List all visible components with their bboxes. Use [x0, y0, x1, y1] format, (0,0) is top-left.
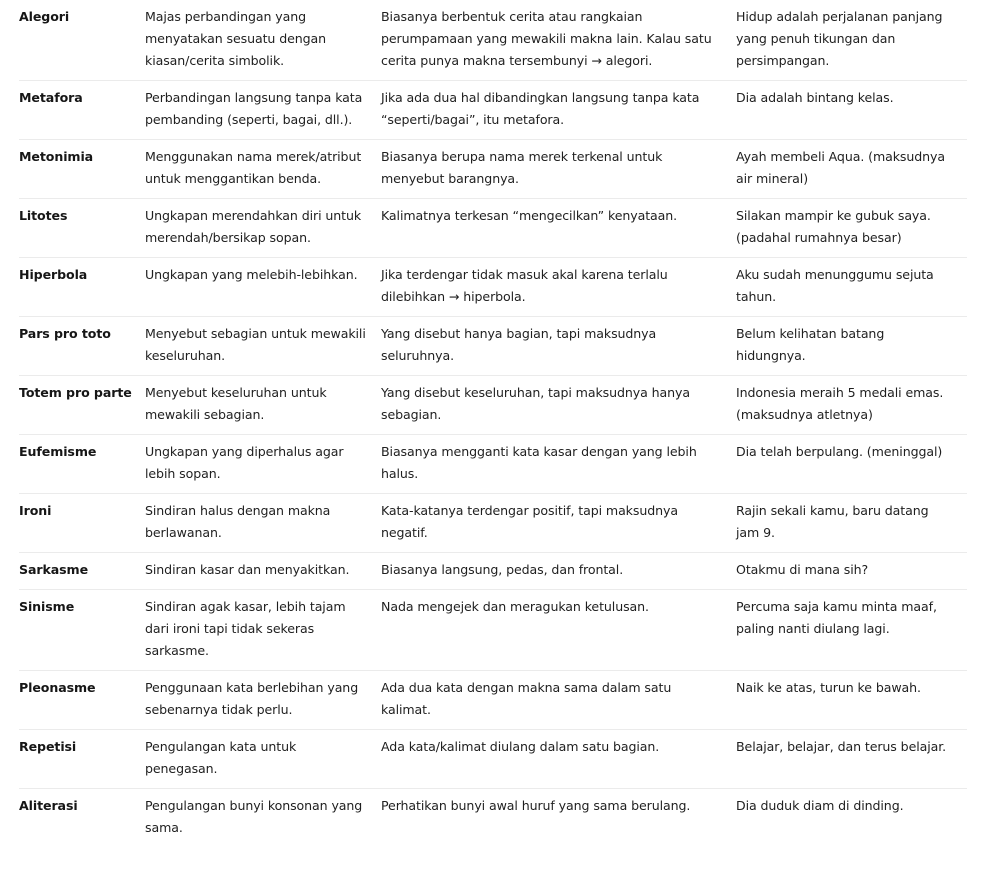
- term-cell: Eufemisme: [19, 435, 145, 494]
- table-row: [19, 671, 967, 730]
- hint-cell: Nada mengejek dan meragukan ketulusan.: [381, 590, 736, 671]
- hint-cell: Yang disebut hanya bagian, tapi maksudnya seluruhnya.: [381, 317, 736, 376]
- hint-cell: Biasanya langsung, pedas, dan frontal.: [381, 553, 736, 590]
- example-cell: Aku sudah menunggumu sejuta tahun.: [736, 258, 967, 317]
- definition-cell: Ungkapan yang melebih-lebihkan.: [145, 258, 381, 317]
- term-cell: Metafora: [19, 81, 145, 140]
- definition-cell: Perbandingan langsung tanpa kata pembanding (seperti, bagai, dll.).: [145, 81, 381, 140]
- example-cell: Belum kelihatan batang hidungnya.: [736, 317, 967, 376]
- hint-cell: Yang disebut keseluruhan, tapi maksudnya hanya sebagian.: [381, 376, 736, 435]
- term-cell: Sinisme: [19, 590, 145, 671]
- term-cell: Pleonasme: [19, 671, 145, 730]
- example-cell: Dia duduk diam di dinding.: [736, 798, 904, 813]
- majas-table: [19, 0, 967, 847]
- hint-cell: Ada kata/kalimat diulang dalam satu bagian.: [381, 730, 736, 789]
- definition-cell: Majas perbandingan yang menyatakan sesuatu dengan kiasan/cerita simbolik.: [145, 0, 381, 81]
- table-row: [19, 789, 967, 848]
- table-row: [19, 140, 967, 199]
- majas-table-container: [19, 0, 967, 847]
- example-cell: Silakan mampir ke gubuk saya. (padahal rumahnya besar): [736, 199, 967, 258]
- term-cell: Ironi: [19, 494, 145, 553]
- definition-cell: Sindiran agak kasar, lebih tajam dari ironi tapi tidak sekeras sarkasme.: [145, 590, 381, 671]
- hint-cell: Kata-katanya terdengar positif, tapi maksudnya negatif.: [381, 494, 736, 553]
- table-row: [19, 590, 967, 671]
- term-cell: Repetisi: [19, 730, 145, 789]
- example-cell: Otakmu di mana sih?: [736, 553, 967, 590]
- table-row: [19, 317, 967, 376]
- example-cell: Dia adalah bintang kelas.: [736, 81, 967, 140]
- term-cell: Pars pro toto: [19, 317, 145, 376]
- example-cell: Ayah membeli Aqua. (maksudnya air mineral): [736, 140, 967, 199]
- table-row: [19, 199, 967, 258]
- table-row: [19, 494, 967, 553]
- table-row: [19, 0, 967, 81]
- term-cell: Metonimia: [19, 140, 145, 199]
- definition-cell: Sindiran kasar dan menyakitkan.: [145, 553, 381, 590]
- term-cell: Totem pro parte: [19, 376, 145, 435]
- example-cell: Dia telah berpulang. (meninggal): [736, 435, 967, 494]
- hint-cell: Biasanya mengganti kata kasar dengan yang lebih halus.: [381, 435, 736, 494]
- term-cell: Alegori: [19, 0, 145, 81]
- example-cell: Naik ke atas, turun ke bawah.: [736, 671, 967, 730]
- table-row: [19, 730, 967, 789]
- term-cell: Hiperbola: [19, 258, 145, 317]
- majas-table-body: [19, 0, 967, 847]
- example-cell: Indonesia meraih 5 medali emas. (maksudnya atletnya): [736, 376, 967, 435]
- term-cell: Sarkasme: [19, 553, 145, 590]
- definition-cell: Sindiran halus dengan makna berlawanan.: [145, 494, 381, 553]
- hint-cell: Perhatikan bunyi awal huruf yang sama berulang.: [381, 798, 691, 813]
- definition-cell: Pengulangan kata untuk penegasan.: [145, 730, 381, 789]
- definition-cell: Ungkapan yang diperhalus agar lebih sopan.: [145, 435, 381, 494]
- hint-cell: Jika ada dua hal dibandingkan langsung tanpa kata “seperti/bagai”, itu metafora.: [381, 81, 736, 140]
- definition-cell: Penggunaan kata berlebihan yang sebenarnya tidak perlu.: [145, 671, 381, 730]
- table-row: [19, 435, 967, 494]
- hint-cell: Biasanya berbentuk cerita atau rangkaian perumpamaan yang mewakili makna lain. Kalau satu cerita punya makna tersembunyi → alegori.: [381, 0, 736, 81]
- definition-cell: Menyebut keseluruhan untuk mewakili sebagian.: [145, 376, 381, 435]
- table-row: [19, 376, 967, 435]
- table-row: [19, 553, 967, 590]
- term-cell: Litotes: [19, 199, 145, 258]
- example-cell: Hidup adalah perjalanan panjang yang penuh tikungan dan persimpangan.: [736, 0, 967, 81]
- table-row: [19, 81, 967, 140]
- hint-cell: Ada dua kata dengan makna sama dalam satu kalimat.: [381, 671, 736, 730]
- example-cell: Rajin sekali kamu, baru datang jam 9.: [736, 494, 967, 553]
- term-cell: Aliterasi: [19, 798, 78, 813]
- hint-cell: Kalimatnya terkesan “mengecilkan” kenyataan.: [381, 199, 736, 258]
- example-cell: Percuma saja kamu minta maaf, paling nanti diulang lagi.: [736, 590, 967, 671]
- example-cell: Belajar, belajar, dan terus belajar.: [736, 730, 967, 789]
- definition-cell: Pengulangan bunyi konsonan yang sama.: [145, 798, 363, 835]
- table-row: [19, 258, 967, 317]
- definition-cell: Ungkapan merendahkan diri untuk merendah/bersikap sopan.: [145, 199, 381, 258]
- definition-cell: Menggunakan nama merek/atribut untuk menggantikan benda.: [145, 140, 381, 199]
- hint-cell: Biasanya berupa nama merek terkenal untuk menyebut barangnya.: [381, 140, 736, 199]
- definition-cell: Menyebut sebagian untuk mewakili keseluruhan.: [145, 317, 381, 376]
- hint-cell: Jika terdengar tidak masuk akal karena terlalu dilebihkan → hiperbola.: [381, 258, 736, 317]
